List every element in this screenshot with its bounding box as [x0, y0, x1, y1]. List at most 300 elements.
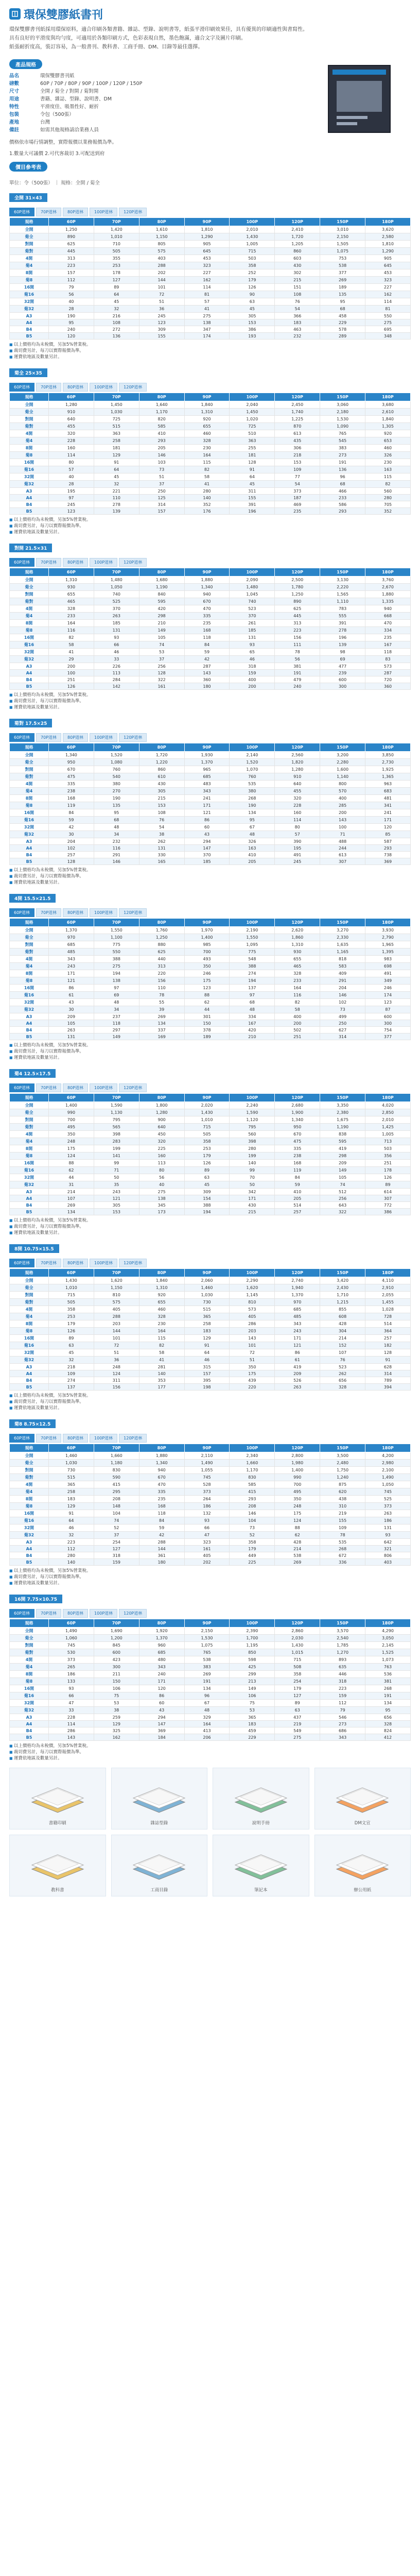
table-cell: 50: [94, 1174, 139, 1181]
table-cell: 2,150: [320, 233, 365, 241]
table-cell: 603: [275, 255, 320, 262]
table-cell: 264: [184, 1496, 230, 1503]
table-header-cell: 180P: [365, 1094, 411, 1102]
table-cell: 293: [320, 508, 365, 515]
table-cell: 1,028: [365, 1306, 411, 1313]
table-row: [10, 591, 411, 598]
table-cell: 182: [365, 1342, 411, 1349]
table-row: [10, 1195, 411, 1202]
table-cell: 194: [94, 970, 139, 977]
table-cell: 對開: [10, 416, 49, 423]
table-cell: 32開: [10, 1700, 49, 1707]
table-cell: 82: [275, 999, 320, 1006]
table-row: [10, 956, 411, 963]
paper-tab[interactable]: 60P道林: [9, 908, 34, 917]
table-row: [10, 1320, 411, 1328]
table-cell: 184: [139, 1734, 184, 1741]
table-cell: 164: [184, 1721, 230, 1727]
table-cell: 328: [49, 605, 94, 613]
paper-tab[interactable]: 60P道林: [9, 1083, 34, 1092]
paper-tab[interactable]: 60P道林: [9, 558, 34, 567]
table-row: [10, 1109, 411, 1116]
paper-tab[interactable]: 70P道林: [36, 383, 61, 392]
table-cell: 315: [184, 1364, 230, 1370]
table-cell: 1,215: [320, 1299, 365, 1306]
table-cell: 125: [139, 495, 184, 501]
table-cell: 380: [230, 788, 275, 795]
table-cell: 46: [49, 1524, 94, 1532]
table-cell: 157: [184, 1370, 230, 1377]
table-cell: 159: [94, 1559, 139, 1566]
table-cell: 855: [320, 1306, 365, 1313]
table-cell: 38: [139, 831, 184, 838]
paper-tab[interactable]: 80P道林: [63, 1259, 88, 1267]
table-cell: 3,350: [320, 1102, 365, 1109]
table-cell: 320: [275, 795, 320, 802]
usage-item: [111, 1768, 208, 1829]
table-row: [10, 773, 411, 781]
table-cell: 全開: [10, 1277, 49, 1284]
table-cell: 1,450: [230, 409, 275, 416]
table-cell: 1,055: [184, 1467, 230, 1474]
table-row: [10, 401, 411, 409]
paper-tab[interactable]: 80P道林: [63, 1434, 88, 1443]
table-row: [10, 1635, 411, 1642]
table-cell: 菊16: [10, 1342, 49, 1349]
table-cell: 44: [184, 1006, 230, 1013]
table-cell: 314: [365, 1370, 411, 1377]
table-cell: 300: [94, 1664, 139, 1671]
paper-tab[interactable]: 100P道林: [90, 1609, 117, 1618]
table-row: [10, 1027, 411, 1033]
table-cell: 373: [49, 1656, 94, 1664]
table-cell: 245: [139, 313, 184, 319]
table-row: [10, 670, 411, 676]
paper-tab[interactable]: 60P道林: [9, 208, 34, 216]
table-cell: 263: [49, 1027, 94, 1033]
table-cell: 全開: [10, 401, 49, 409]
paper-tab[interactable]: 80P道林: [63, 908, 88, 917]
paper-tab[interactable]: 80P道林: [63, 208, 88, 216]
table-cell: 268: [320, 1546, 365, 1552]
table-cell: 241: [365, 809, 411, 817]
table-cell: 1,525: [365, 1649, 411, 1656]
table-cell: 1,810: [365, 241, 411, 248]
paper-tab[interactable]: 100P道林: [90, 733, 117, 742]
table-row: [10, 1642, 411, 1649]
table-cell: 57: [275, 831, 320, 838]
paper-tab[interactable]: 70P道林: [36, 908, 61, 917]
paper-tab[interactable]: 80P道林: [63, 733, 88, 742]
table-cell: 360: [365, 683, 411, 690]
table-cell: 對開: [10, 766, 49, 773]
table-cell: 263: [94, 613, 139, 620]
table-cell: 112: [49, 1546, 94, 1552]
table-cell: 670: [49, 766, 94, 773]
table-cell: 183: [184, 1328, 230, 1335]
table-cell: 348: [365, 333, 411, 340]
table-row: [10, 1559, 411, 1566]
table-cell: 108: [139, 809, 184, 817]
table-cell: 326: [365, 452, 411, 459]
spec-value: 書籍、雜誌、型錄、說明書、DM: [40, 96, 112, 102]
table-cell: 1,045: [230, 591, 275, 598]
paper-tab[interactable]: 80P道林: [63, 1609, 88, 1618]
table-cell: 63: [275, 1707, 320, 1714]
table-header-cell: 60P: [49, 1094, 94, 1102]
table-cell: 190: [94, 795, 139, 802]
table-header-cell: 180P: [365, 743, 411, 752]
table-cell: 1,480: [94, 577, 139, 584]
table-cell: 536: [365, 1671, 411, 1678]
table-cell: 705: [365, 501, 411, 508]
table-row: [10, 649, 411, 656]
table-cell: 74: [139, 641, 184, 649]
paper-tab[interactable]: 100P道林: [90, 1434, 117, 1443]
table-cell: 51: [139, 298, 184, 306]
table-cell: 388: [184, 1202, 230, 1209]
table-cell: 108: [275, 291, 320, 298]
table-cell: 1,075: [184, 1642, 230, 1649]
table-cell: 355: [94, 255, 139, 262]
table-cell: 409: [320, 970, 365, 977]
table-header-cell: 規格: [10, 919, 49, 927]
table-cell: 菊對: [10, 1474, 49, 1481]
table-cell: 4,200: [365, 1452, 411, 1460]
table-cell: 970: [275, 1299, 320, 1306]
table-cell: 菊4: [10, 262, 49, 269]
table-cell: 1,280: [49, 401, 94, 409]
table-cell: 52: [94, 1524, 139, 1532]
table-cell: 1,340: [184, 584, 230, 591]
paper-tab[interactable]: 100P道林: [90, 1083, 117, 1092]
table-cell: 208: [230, 1503, 275, 1510]
table-row: [10, 845, 411, 852]
table-cell: 565: [94, 1124, 139, 1131]
table-cell: 223: [49, 1539, 94, 1546]
table-header-cell: 60P: [49, 1619, 94, 1628]
table-cell: 82: [49, 634, 94, 641]
table-cell: 645: [184, 248, 230, 255]
table-cell: 314: [320, 1033, 365, 1040]
table-cell: 1,030: [94, 409, 139, 416]
table-cell: 128: [49, 858, 94, 865]
table-cell: 菊4: [10, 788, 49, 795]
table-cell: 203: [230, 1328, 275, 1335]
table-cell: 103: [139, 459, 184, 466]
table-cell: 16開: [10, 634, 49, 641]
table-header-cell: 80P: [139, 1619, 184, 1628]
table-cell: 104: [230, 1517, 275, 1524]
table-cell: 700: [275, 1481, 320, 1488]
table-cell: 32開: [10, 999, 49, 1006]
table-header-cell: 150P: [320, 568, 365, 577]
table-cell: 61: [49, 992, 94, 999]
table-cell: 29: [49, 656, 94, 663]
table-cell: 1,190: [139, 584, 184, 591]
table-cell: 52: [230, 1532, 275, 1539]
usage-caption: 雜誌型錄: [150, 1821, 168, 1826]
table-cell: 2,430: [320, 1284, 365, 1292]
table-cell: 138: [184, 319, 230, 326]
table-row: [10, 1313, 411, 1320]
table-cell: 134: [139, 1020, 184, 1027]
table-cell: 97: [94, 985, 139, 992]
table-cell: 71: [94, 1167, 139, 1174]
table-cell: 880: [139, 941, 184, 948]
paper-stack-illustration: [22, 1771, 94, 1818]
table-cell: 134: [49, 1209, 94, 1215]
table-cell: 1,530: [320, 416, 365, 423]
table-row: [10, 1488, 411, 1496]
paper-stack-illustration: [123, 1771, 195, 1818]
table-cell: B4: [10, 852, 49, 858]
paper-tab[interactable]: 100P道林: [90, 908, 117, 917]
table-cell: 36: [139, 306, 184, 313]
table-cell: 251: [275, 1033, 320, 1040]
table-cell: 625: [49, 241, 94, 248]
table-cell: 214: [275, 1546, 320, 1552]
table-cell: 60: [139, 1700, 184, 1707]
table-header-cell: 規格: [10, 568, 49, 577]
table-cell: 258: [184, 1320, 230, 1328]
table-cell: 1,550: [94, 927, 139, 934]
table-cell: 187: [275, 495, 320, 501]
table-cell: 105: [320, 1174, 365, 1181]
table-cell: 45: [184, 1181, 230, 1189]
paper-tab[interactable]: 80P道林: [63, 383, 88, 392]
table-cell: 369: [139, 1727, 184, 1734]
table-cell: 143: [49, 1734, 94, 1741]
table-cell: 243: [275, 1328, 320, 1335]
usage-gallery: [9, 1768, 411, 1896]
usage-caption: DM文宣: [354, 1821, 371, 1826]
table-cell: 2,680: [275, 1102, 320, 1109]
paper-tab[interactable]: 70P道林: [36, 1083, 61, 1092]
table-cell: 菊32: [10, 1532, 49, 1539]
table-cell: 63: [230, 298, 275, 306]
table-cell: 491: [365, 970, 411, 977]
table-cell: 194: [184, 1209, 230, 1215]
table-cell: 1,430: [230, 233, 275, 241]
paper-tab[interactable]: 120P道林: [119, 1259, 147, 1267]
table-cell: 136: [320, 466, 365, 473]
table-row: [10, 605, 411, 613]
table-cell: 261: [230, 620, 275, 627]
table-cell: 136: [94, 333, 139, 340]
table-header-cell: 70P: [94, 568, 139, 577]
table-cell: 388: [94, 956, 139, 963]
table-cell: 161: [184, 1546, 230, 1552]
paper-tab[interactable]: 120P道林: [119, 1609, 147, 1618]
table-cell: 343: [184, 788, 230, 795]
table-row: [10, 1524, 411, 1532]
table-cell: 370: [184, 852, 230, 858]
paper-tab[interactable]: 70P道林: [36, 558, 61, 567]
paper-tab[interactable]: 120P道林: [119, 908, 147, 917]
table-header-cell: 90P: [184, 919, 230, 927]
table-cell: A4: [10, 1546, 49, 1552]
table-cell: 116: [94, 845, 139, 852]
table-cell: 51: [230, 1357, 275, 1364]
table-cell: 82: [184, 466, 230, 473]
paper-tab[interactable]: 120P道林: [119, 733, 147, 742]
table-cell: 43: [139, 1707, 184, 1714]
paper-tab[interactable]: 60P道林: [9, 1259, 34, 1267]
table-cell: 838: [320, 1131, 365, 1138]
paper-tab[interactable]: 120P道林: [119, 1434, 147, 1443]
paper-tab[interactable]: 100P道林: [90, 208, 117, 216]
table-cell: B5: [10, 1209, 49, 1215]
table-cell: 147: [184, 845, 230, 852]
table-cell: 171: [184, 802, 230, 809]
table-cell: 386: [365, 1209, 411, 1215]
table-cell: 66: [49, 1692, 94, 1700]
table-cell: 28: [49, 481, 94, 488]
table-cell: 菊32: [10, 306, 49, 313]
table-cell: 514: [275, 1202, 320, 1209]
paper-tab[interactable]: 120P道林: [119, 208, 147, 216]
table-cell: 349: [365, 977, 411, 985]
table-cell: 600: [365, 1013, 411, 1020]
table-cell: 252: [230, 269, 275, 277]
table-cell: 2,340: [230, 1452, 275, 1460]
paper-tab[interactable]: 70P道林: [36, 208, 61, 216]
table-cell: 104: [94, 1510, 139, 1517]
spec-key: 品名: [9, 73, 20, 79]
table-cell: 336: [320, 1559, 365, 1566]
paper-tabs: [9, 733, 411, 742]
table-row: [10, 1145, 411, 1153]
paper-tab[interactable]: 80P道林: [63, 1083, 88, 1092]
table-cell: 16開: [10, 1510, 49, 1517]
table-row: [10, 1153, 411, 1160]
table-cell: 199: [230, 1153, 275, 1160]
table-cell: B5: [10, 1384, 49, 1391]
table-cell: 330: [139, 852, 184, 858]
price-note: ■ 以上價格均為未稅價，另加5%營業稅。: [9, 342, 411, 348]
table-cell: 101: [230, 1342, 275, 1349]
table-header-cell: 70P: [94, 919, 139, 927]
table-cell: 1,030: [184, 1292, 230, 1299]
table-cell: 239: [320, 670, 365, 676]
table-cell: 546: [320, 1714, 365, 1721]
paper-tab[interactable]: 60P道林: [9, 733, 34, 742]
paper-tab[interactable]: 120P道林: [119, 558, 147, 567]
table-cell: 1,340: [49, 752, 94, 759]
paper-tab[interactable]: 120P道林: [119, 383, 147, 392]
paper-tab[interactable]: 70P道林: [36, 1259, 61, 1267]
table-cell: 465: [49, 598, 94, 605]
table-cell: 菊全: [10, 1635, 49, 1642]
table-cell: 80: [49, 459, 94, 466]
table-cell: 134: [184, 1685, 230, 1692]
table-header-row: [10, 919, 411, 927]
price-block: [9, 363, 411, 535]
table-cell: 254: [94, 1539, 139, 1546]
table-cell: 287: [184, 663, 230, 670]
table-cell: 菊對: [10, 773, 49, 781]
paper-tab[interactable]: 60P道林: [9, 383, 34, 392]
table-cell: 475: [275, 1138, 320, 1145]
table-cell: 1,550: [230, 934, 275, 941]
table-cell: 149: [139, 627, 184, 634]
table-cell: 118: [184, 634, 230, 641]
price-note: ■ 裁切費另計，每刀以實際報價為準。: [9, 698, 411, 704]
table-cell: 240: [275, 683, 320, 690]
table-cell: 1,150: [139, 233, 184, 241]
paper-tab[interactable]: 60P道林: [9, 1434, 34, 1443]
table-header-cell: 180P: [365, 1444, 411, 1452]
table-cell: 1,250: [49, 226, 94, 233]
table-cell: 259: [94, 1714, 139, 1721]
table-cell: 38: [94, 1707, 139, 1714]
paper-tab[interactable]: 100P道林: [90, 558, 117, 567]
table-header-cell: 100P: [230, 393, 275, 401]
table-cell: 1,610: [139, 226, 184, 233]
paper-tab[interactable]: 70P道林: [36, 1609, 61, 1618]
paper-tab[interactable]: 120P道林: [119, 1083, 147, 1092]
table-cell: 253: [184, 1145, 230, 1153]
table-cell: 菊16: [10, 641, 49, 649]
paper-tab[interactable]: 100P道林: [90, 1259, 117, 1267]
table-cell: 140: [230, 1160, 275, 1167]
table-cell: 700: [49, 1116, 94, 1124]
table-cell: 820: [139, 416, 184, 423]
price-block: [9, 1414, 411, 1586]
table-cell: 405: [94, 1306, 139, 1313]
table-row: [10, 1209, 411, 1215]
table-cell: 139: [94, 508, 139, 515]
table-cell: 3,680: [365, 401, 411, 409]
usage-item: [213, 1835, 309, 1896]
table-cell: 430: [230, 1202, 275, 1209]
table-cell: 177: [139, 1384, 184, 1391]
paper-tab[interactable]: 70P道林: [36, 1434, 61, 1443]
table-cell: 205: [275, 1195, 320, 1202]
paper-tab[interactable]: 80P道林: [63, 558, 88, 567]
table-cell: 3,850: [365, 752, 411, 759]
table-cell: 162: [365, 291, 411, 298]
table-cell: A4: [10, 1721, 49, 1727]
table-cell: 34: [94, 831, 139, 838]
spec-value: 如需其他規格請洽業務人員: [40, 127, 99, 133]
price-note: ■ 運費依地區及數量另計。: [9, 1405, 411, 1411]
table-row: [10, 452, 411, 459]
price-table: [9, 1093, 411, 1215]
table-cell: 菊8: [10, 802, 49, 809]
table-cell: 120: [365, 824, 411, 831]
table-cell: 179: [49, 1320, 94, 1328]
table-cell: 228: [49, 437, 94, 445]
table-cell: 523: [230, 605, 275, 613]
paper-tab[interactable]: 70P道林: [36, 733, 61, 742]
table-cell: 800: [320, 781, 365, 788]
paper-tab[interactable]: 100P道林: [90, 383, 117, 392]
table-cell: 76: [320, 1357, 365, 1364]
table-cell: 439: [230, 1377, 275, 1384]
table-cell: 410: [275, 1189, 320, 1195]
table-cell: A3: [10, 1714, 49, 1721]
table-cell: 71: [320, 831, 365, 838]
table-cell: 8開: [10, 970, 49, 977]
table-cell: 205: [230, 858, 275, 865]
paper-tab[interactable]: 60P道林: [9, 1609, 34, 1618]
table-row: [10, 1328, 411, 1335]
table-cell: 183: [230, 1721, 275, 1727]
price-note: ■ 運費依地區及數量另計。: [9, 1755, 411, 1761]
table-cell: 78: [139, 992, 184, 999]
